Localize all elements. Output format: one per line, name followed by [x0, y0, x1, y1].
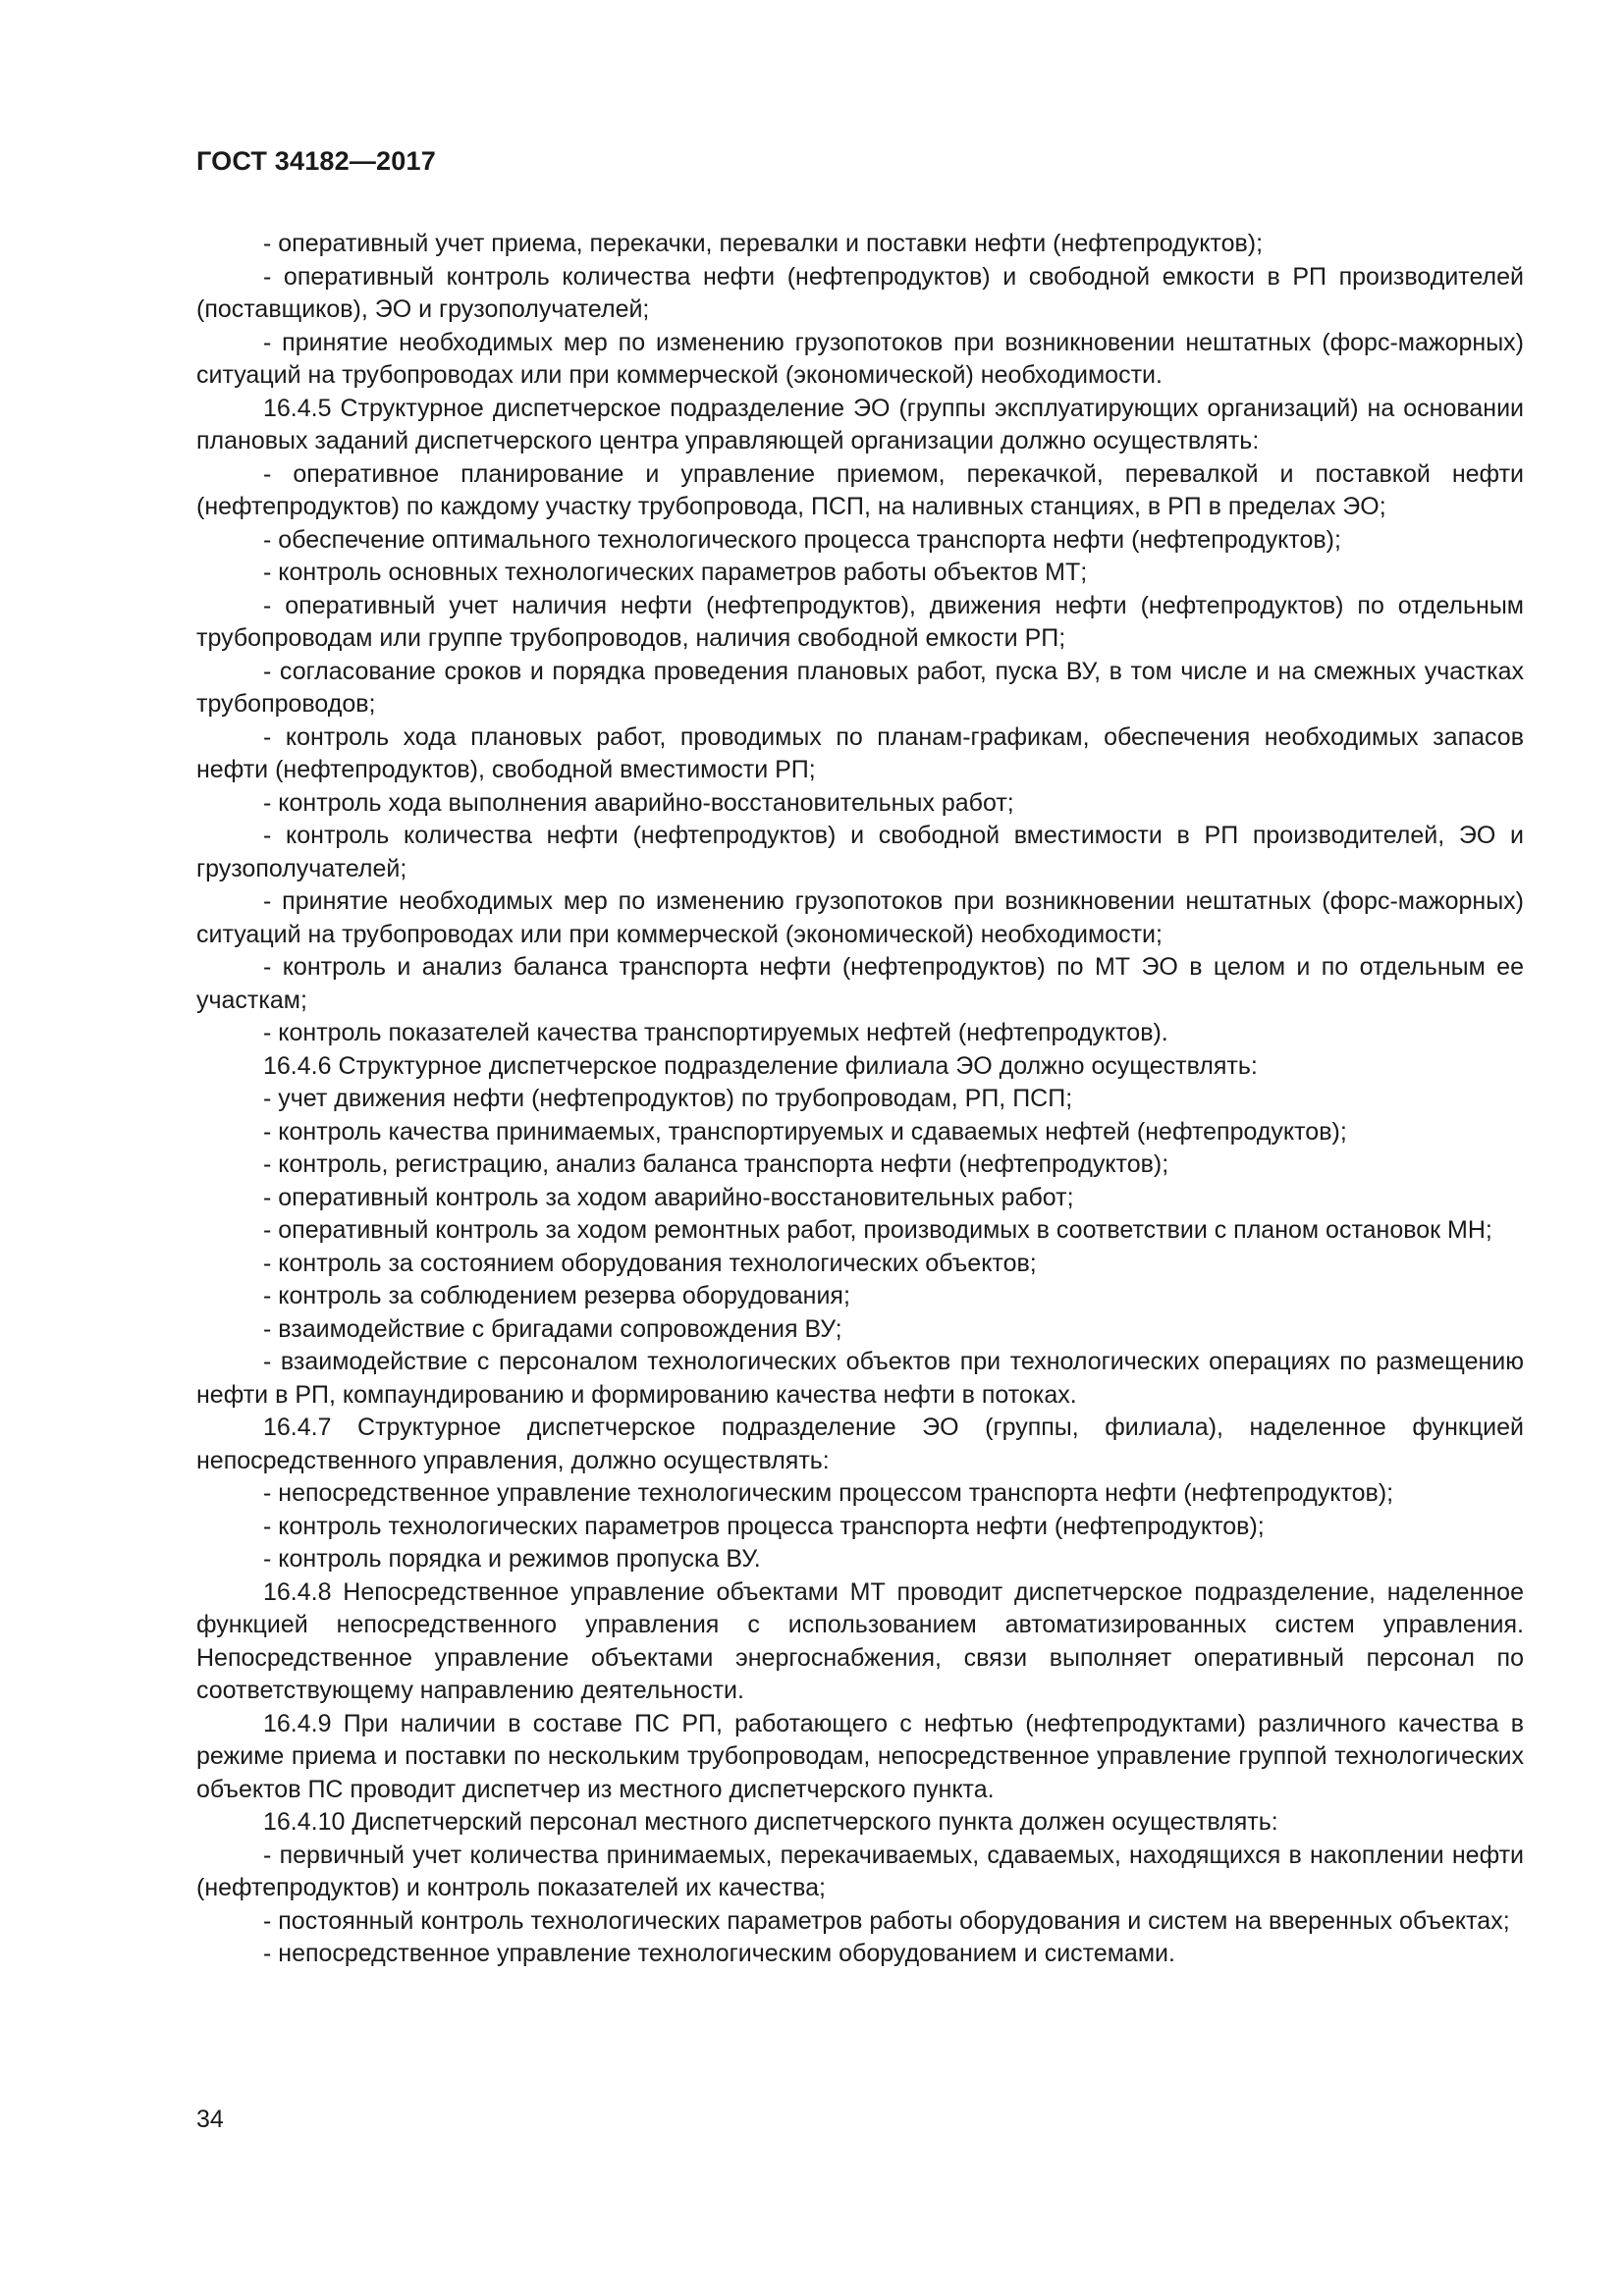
- list-item: - контроль основных технологических параметров работы объектов МТ;: [263, 559, 1088, 586]
- list-item: - непосредственное управление технологическим процессом транспорта нефти (нефтепродуктов);: [263, 1479, 1394, 1507]
- list-item: - контроль качества принимаемых, транспортируемых и сдаваемых нефтей (нефтепродуктов);: [263, 1117, 1347, 1146]
- list-item: - контроль за соблюдением резерва оборудования;: [263, 1282, 850, 1309]
- clause-16-4-5: 16.4.5 Структурное диспетчерское подразделение ЭО (группы эксплуатирующих организаций) на основании плановых заданий диспетчерского центра управляющей организации должно осуществлять:: [196, 394, 1524, 454]
- document-body: [196, 228, 1524, 1971]
- list-item: - оперативный контроль количества нефти (нефтепродуктов) и свободной емкости в РП производителей (поставщиков), ЭО и грузополучателей;: [196, 262, 1524, 323]
- list-item: - оперативный учет приема, перекачки, перевалки и поставки нефти (нефтепродуктов);: [263, 230, 1264, 257]
- list-item: - оперативное планирование и управление приемом, перекачкой, перевалкой и поставкой нефти (нефтепродуктов) по каждому участку трубопровода, ПСП, на наливных станциях, в РП в пределах ЭО;: [196, 459, 1524, 520]
- list-item: - взаимодействие с персоналом технологических объектов при технологических операциях по размещению нефти в РП, компаундированию и формированию качества нефти в потоках.: [196, 1348, 1524, 1409]
- list-item: - взаимодействие с бригадами сопровождения ВУ;: [263, 1314, 842, 1343]
- clause-16-4-7: 16.4.7 Структурное диспетчерское подразделение ЭО (группы, филиала), наделенное функцией непосредственного управления, должно осуществлять:: [196, 1414, 1524, 1474]
- list-item: - контроль порядка и режимов пропуска ВУ.: [263, 1545, 761, 1573]
- list-item: - оперативный контроль за ходом аварийно-восстановительных работ;: [263, 1183, 1074, 1211]
- clause-16-4-8: 16.4.8 Непосредственное управление объектами МТ проводит диспетчерское подразделение, наделенное функцией непосредственного управления с использованием автоматизированных систем управления. Непосредственное управление объектами энергоснабжения, связи выполняет оперативный персонал по соответствующему направлению деятельности.: [196, 1577, 1524, 1704]
- clause-16-4-6: 16.4.6 Структурное диспетчерское подразделение филиала ЭО должно осуществлять:: [263, 1051, 1258, 1080]
- list-item: - оперативный контроль за ходом ремонтных работ, производимых в соответствии с планом остановок МН;: [263, 1216, 1492, 1244]
- list-item: - обеспечение оптимального технологического процесса транспорта нефти (нефтепродуктов);: [263, 525, 1341, 554]
- list-item: - непосредственное управление технологическим оборудованием и системами.: [263, 1940, 1175, 1967]
- list-item: - контроль количества нефти (нефтепродуктов) и свободной вместимости в РП производителей, ЭО и грузополучателей;: [196, 822, 1524, 882]
- page-number: 34: [196, 2106, 224, 2133]
- list-item: - постоянный контроль технологических параметров работы оборудования и систем на вверенных объектах;: [263, 1906, 1510, 1935]
- list-item: - контроль хода плановых работ, проводимых по планам-графикам, обеспечения необходимых запасов нефти (нефтепродуктов), свободной вместимости РП;: [196, 722, 1524, 783]
- list-item: - оперативный учет наличия нефти (нефтепродуктов), движения нефти (нефтепродуктов) по отдельным трубопроводам или группе трубопроводов, наличия свободной емкости РП;: [196, 591, 1524, 652]
- list-item: - контроль показателей качества транспортируемых нефтей (нефтепродуктов).: [263, 1019, 1168, 1046]
- list-item: - контроль технологических параметров процесса транспорта нефти (нефтепродуктов);: [263, 1512, 1265, 1540]
- list-item: - первичный учет количества принимаемых, перекачиваемых, сдаваемых, находящихся в накоплении нефти (нефтепродуктов) и контроль показателей их качества;: [196, 1841, 1524, 1901]
- list-item: - принятие необходимых мер по изменению грузопотоков при возникновении нештатных (форс-мажорных) ситуаций на трубопроводах или при коммерческой (экономической) необходимости;: [196, 887, 1524, 948]
- list-item: - контроль хода выполнения аварийно-восстановительных работ;: [263, 788, 1014, 817]
- list-item: - контроль и анализ баланса транспорта нефти (нефтепродуктов) по МТ ЭО в целом и по отдельным ее участкам;: [196, 953, 1524, 1014]
- list-item: - контроль, регистрацию, анализ баланса транспорта нефти (нефтепродуктов);: [263, 1150, 1169, 1178]
- list-item: - согласование сроков и порядка проведения плановых работ, пуска ВУ, в том числе и на смежных участках трубопроводов;: [196, 657, 1524, 718]
- clause-16-4-10: 16.4.10 Диспетчерский персонал местного диспетчерского пункта должен осуществлять:: [263, 1808, 1278, 1836]
- document-header-title: ГОСТ 34182—2017: [196, 146, 436, 176]
- list-item: - учет движения нефти (нефтепродуктов) по трубопроводам, РП, ПСП;: [263, 1085, 1073, 1112]
- list-item: - принятие необходимых мер по изменению грузопотоков при возникновении нештатных (форс-мажорных) ситуаций на трубопроводах или при коммерческой (экономической) необходимости.: [196, 328, 1524, 389]
- clause-16-4-9: 16.4.9 При наличии в составе ПС РП, работающего с нефтью (нефтепродуктами) различного качества в режиме приема и поставки по нескольким трубопроводам, непосредственное управление группой технологических объектов ПС проводит диспетчер из местного диспетчерского пункта.: [196, 1709, 1524, 1803]
- list-item: - контроль за состоянием оборудования технологических объектов;: [263, 1249, 1037, 1277]
